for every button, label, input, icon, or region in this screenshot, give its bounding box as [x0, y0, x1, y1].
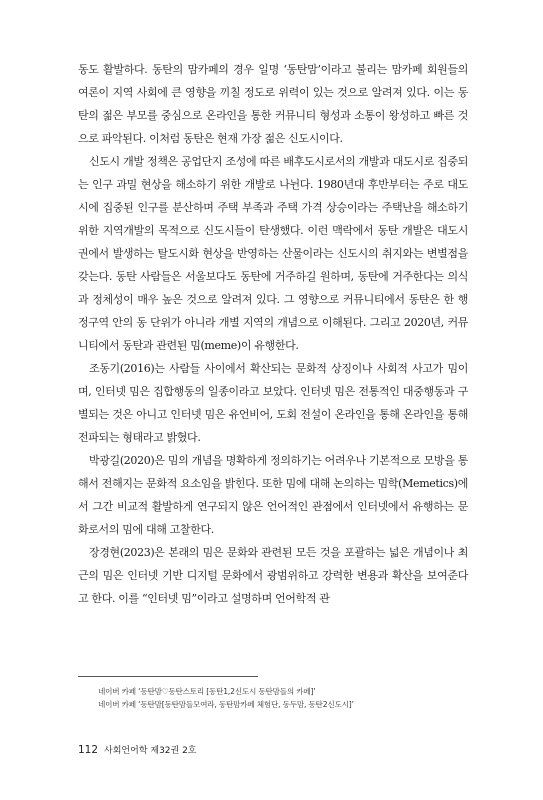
page-footer	[78, 743, 197, 756]
footnote-2: 네이버 카페 ‘동탄맘[동탄맘들모여라, 동탄맘카페 체험단, 동두맘, 동탄2신도시]’	[98, 700, 354, 709]
footnote-divider	[78, 676, 258, 677]
footnotes	[98, 685, 478, 711]
paragraph-new-town-policy: 신도시 개발 정책은 공업단지 조성에 따른 배후도시로서의 개발과 대도시로 집중되는 인구 과밀 현상을 해소하기 위한 개발로 나뉜다. 1980년대 후반부터는 주로 대도시에 집중된 인구를 분산하며 주택 부족과 주택 가격 상승이라는 주택난을 해소하기 위한 지역개발의 목적으로 신도시들이 탄생했다. 이런 맥락에서 동탄 개발은 대도시권에서 발생하는 탈도시화 현상을 반영하는 산물이라는 신도시의 취지와는 변별점을 갖는다. 동탄 사람들은 서울보다도 동탄에 거주하길 원하며, 동탄에 거주한다는 의식과 정체성이 매우 높은 것으로 알려져 있다. 그 영향으로 커뮤니티에서 동탄은 한 행정구역 안의 동 단위가 아니라 개별 지역의 개념으로 이해된다. 그리고 2020년, 커뮤니티에서 동탄과 관련된 밈(meme)이 유행한다.	[78, 155, 468, 352]
paragraph-jo-donggi: 조동기(2016)는 사람들 사이에서 확산되는 문화적 상징이나 사회적 사고가 밈이며, 인터넷 밈은 집합행동의 일종이라고 보았다. 인터넷 밈은 전통적인 대중행동과 구별되는 것은 아니고 인터넷 밈은 유언비어, 도회 전설이 온라인을 통해 온라인을 통해 전파되는 형태라고 밝혔다.	[78, 362, 468, 444]
paragraph-continued: 동도 활발하다. 동탄의 맘카페의 경우 일명 ‘동탄맘’이라고 불리는 맘카페 회원들의 여론이 지역 사회에 큰 영향을 끼칠 정도로 위력이 있는 것으로 알려져 있다. 이는 동탄의 젊은 부모를 중심으로 온라인을 통한 커뮤니티 형성과 소통이 왕성하고 빠른 것으로 파악된다. 이처럼 동탄은 현재 가장 젊은 신도시이다.	[78, 63, 468, 145]
body-text	[78, 58, 468, 610]
paragraph-park-gwanggil: 박광길(2020)은 밈의 개념을 명확하게 정의하기는 어려우나 기본적으로 모방을 통해서 전해지는 문화적 요소임을 밝힌다. 또한 밈에 대해 논의하는 밈학(Memetics)에서 그간 비교적 활발하게 연구되지 않은 언어적인 관점에서 인터넷에서 유행하는 문화로서의 밈에 대해 고찰한다.	[78, 454, 468, 536]
paragraph-jang-gyeonghyeon: 장경현(2023)은 본래의 밈은 문화와 관련된 모든 것을 포괄하는 넓은 개념이나 최근의 밈은 인터넷 기반 디지털 문화에서 광범위하고 강력한 변용과 확산을 보여준다고 한다. 이를 “인터넷 밈”이라고 설명하며 언어학적 관	[78, 546, 468, 605]
journal-info: 사회언어학 제32권 2호	[104, 746, 197, 756]
footnote-1: 네이버 카페 ‘동탄맘♡동탄스토리 [동탄1,2신도시 동탄맘들의 카페]’	[98, 687, 316, 696]
page-number: 112	[78, 744, 99, 756]
